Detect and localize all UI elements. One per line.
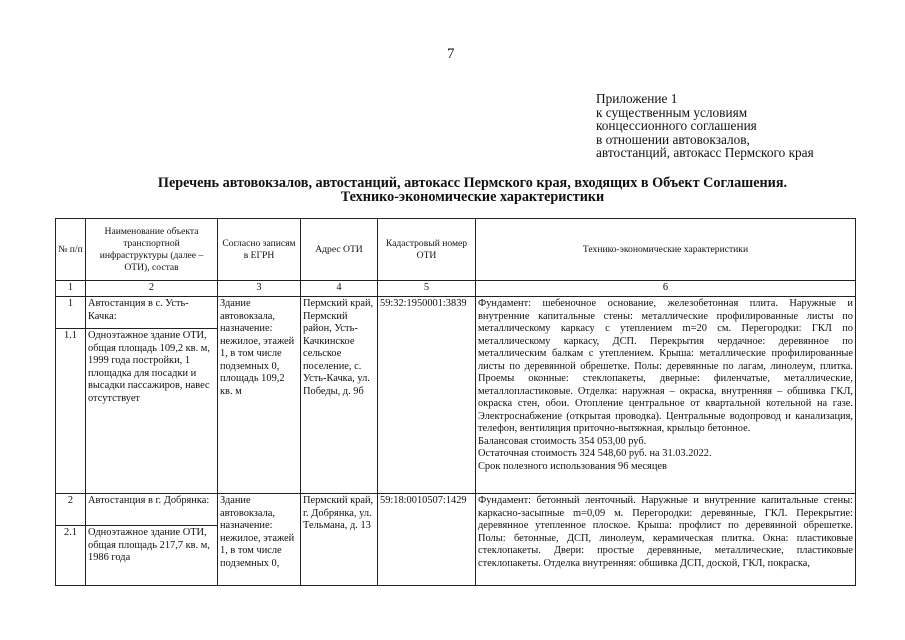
page-number: 7	[447, 46, 455, 62]
object-name: Автостанция в с. Усть-Качка:	[86, 297, 218, 329]
balance-value: Балансовая стоимость 354 053,00 руб.	[478, 435, 647, 447]
header-address: Адрес ОТИ	[301, 219, 378, 281]
header-num: № п/п	[56, 219, 86, 281]
specs-cell	[476, 494, 856, 586]
column-number: 5	[378, 281, 476, 297]
column-number: 4	[301, 281, 378, 297]
header-specs: Технико-экономические характеристики	[476, 219, 856, 281]
sub-row-number: 1.1	[56, 329, 86, 494]
object-address: Пермский край, Пермский район, Усть-Качкинское сельское поселение, с. Усть-Качка, ул. Победы, д. 9б	[301, 297, 378, 494]
row-number: 1	[56, 297, 86, 329]
residual-value: Остаточная стоимость 324 548,60 руб. на 31.03.2022.	[478, 448, 712, 459]
object-composition: Одноэтажное здание ОТИ, общая площадь 109,2 кв. м, 1999 года постройки, 1 площадка для посадки и высадки пассажиров, навес отсутствует	[86, 329, 218, 494]
object-name: Автостанция в г. Добрянка:	[86, 494, 218, 526]
header-egrn: Согласно записям в ЕГРН	[218, 219, 301, 281]
specs-text: Фундамент: бетонный ленточный. Наружные и внутренние капитальные стены: каркасно-засыпные m=0,09 м. Перегородки: деревянные, ГКЛ. Перекрытие: деревянное утепленное плоское. Крыша: профлист по деревянной обрешетке. Полы: бетонные, ДСП, линолеум, керамическая плитка. Окна: пластиковые стеклопакеты. Двери: простые деревянные, металлические, пластиковые стеклопакеты. Отделка внутренняя: обшивка ДСП, доской, ГКЛ, покраска,	[478, 495, 853, 569]
document-title-line-1: Перечень автовокзалов, автостанций, автокасс Пермского края, входящих в Объект Соглашения.	[157, 175, 788, 191]
objects-table	[55, 218, 856, 586]
egrn-record: Здание автовокзала, назначение: нежилое, этажей 1, в том числе подземных 0,	[218, 494, 301, 586]
appendix-line: концессионного соглашения	[596, 118, 757, 133]
column-number: 2	[86, 281, 218, 297]
object-address: Пермский край, г. Добрянка, ул. Тельмана, д. 13	[301, 494, 378, 586]
appendix-line: автостанций, автокасс Пермского края	[596, 145, 814, 160]
useful-life: Срок полезного использования 96 месяцев	[478, 460, 667, 472]
appendix-line: Приложение 1	[596, 91, 678, 106]
specs-cell	[476, 297, 856, 494]
document-title-line-2: Технико-экономические характеристики	[340, 189, 605, 205]
header-cadastral: Кадастровый номер ОТИ	[378, 219, 476, 281]
sub-row-number: 2.1	[56, 526, 86, 586]
column-number: 1	[56, 281, 86, 297]
document-title	[60, 176, 885, 204]
row-number: 2	[56, 494, 86, 526]
appendix-line: в отношении автовокзалов,	[596, 131, 750, 147]
specs-text: Фундамент: шебеночное основание, железобетонная плита. Наружные и внутренние капитальные стены: металлические профилированные листы по металлическому каркасу с утеплением m=20 см. Перегородки: ГКЛ по металлическому каркасу, ДСП. Перекрытия чердачное: деревянное по металлическим балкам с утеплением. Крыша: металлические профилированные листы по деревянной обрешетке. Полы: деревянные по лагам, линолеум, плитка. Проемы оконные: стеклопакеты, дверные: филенчатые, металлические, металлопластиковые. Отделка: наружная – окраска, внутренняя – обшивка ГКЛ, окраска стен, обои. Отопление центральное от квартальной котельной на газе. Электроснабжение (открытая проводка). Центральные водопровод и канализация, телефон, вентиляция приточно-вытяжная, крыльцо бетонное.	[478, 298, 853, 434]
column-number: 6	[476, 281, 856, 297]
cadastral-number: 59:18:0010507:1429	[378, 494, 476, 586]
appendix-block	[596, 92, 814, 160]
appendix-line: к существенным условиям	[596, 104, 748, 120]
header-name: Наименование объекта транспортной инфраструктуры (далее – ОТИ), состав	[86, 219, 218, 281]
cadastral-number: 59:32:1950001:3839	[378, 297, 476, 494]
column-number: 3	[218, 281, 301, 297]
object-composition: Одноэтажное здание ОТИ, общая площадь 217,7 кв. м, 1986 года	[86, 526, 218, 586]
egrn-record: Здание автовокзала, назначение: нежилое, этажей 1, в том числе подземных 0, площадь 109,2 кв. м	[218, 297, 301, 494]
